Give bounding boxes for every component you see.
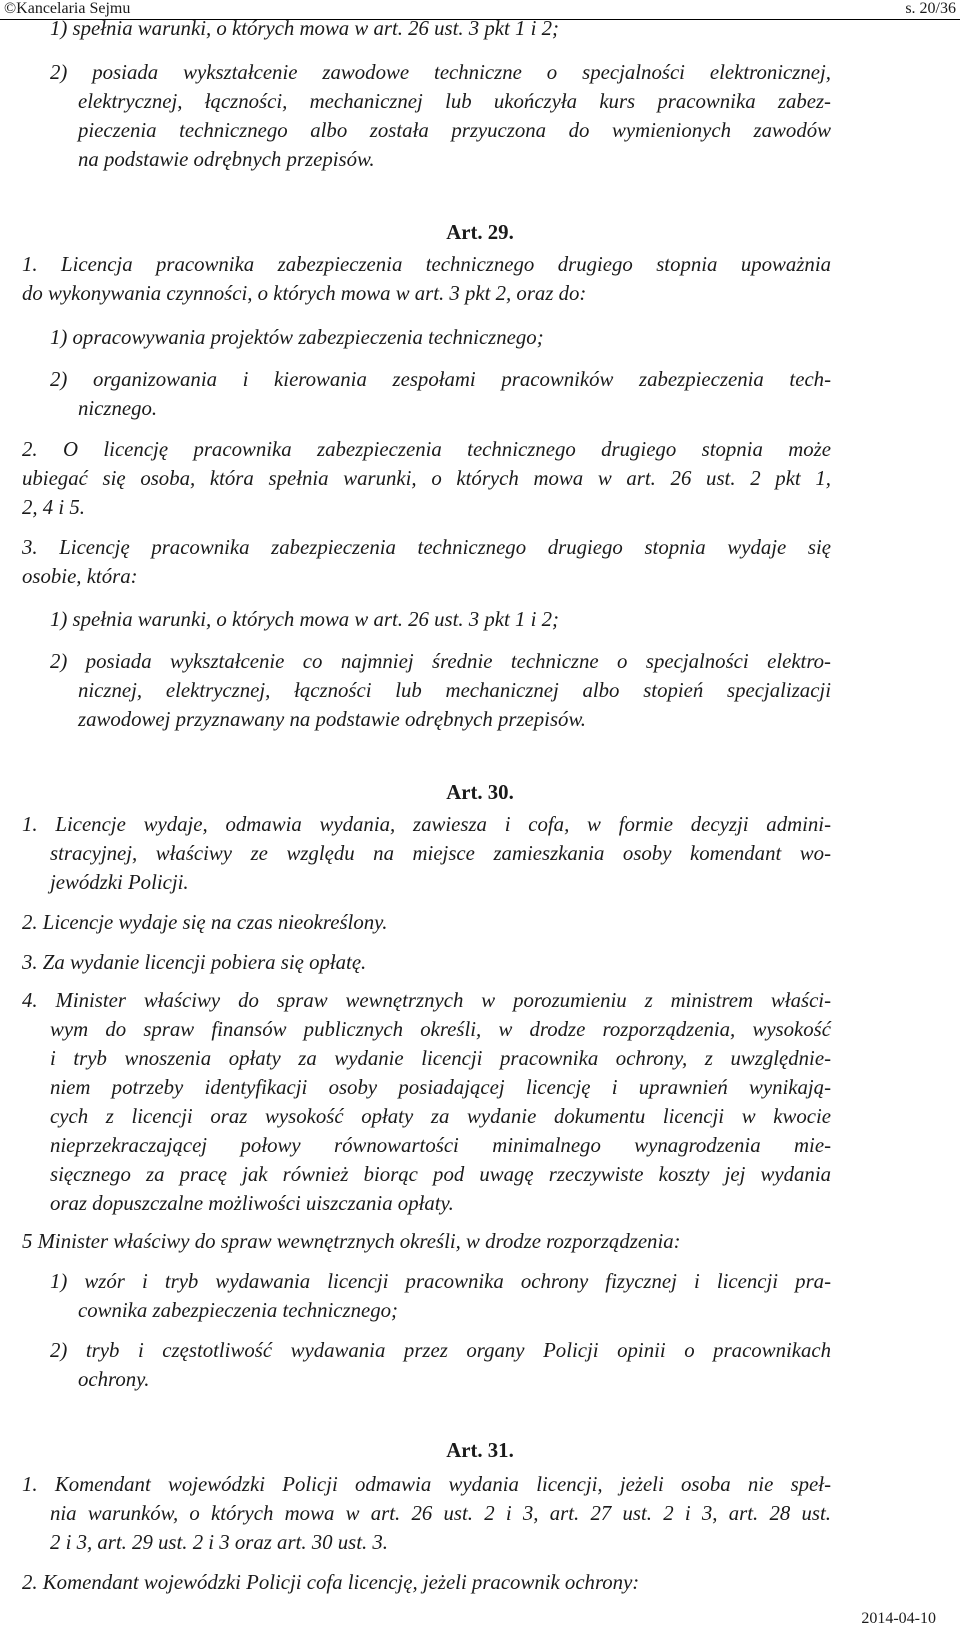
text-line: na podstawie odrębnych przepisów. <box>78 148 375 171</box>
text-line: 1. Komendant wojewódzki Policji odmawia wydania licencji, jeżeli osoba nie speł- <box>22 1473 831 1496</box>
text-line: 5 Minister właściwy do spraw wewnętrznych określi, w drodze rozporządzenia: <box>22 1230 681 1253</box>
article-heading: Art. 30. <box>446 781 514 804</box>
text-line: 2. Licencje wydaje się na czas nieokreślony. <box>22 911 388 934</box>
text-line: 1) wzór i tryb wydawania licencji pracownika ochrony fizycznej i licencji pra- <box>50 1270 831 1293</box>
text-line: oraz dopuszczalne możliwości uiszczania opłaty. <box>50 1192 454 1215</box>
text-line: 2. Komendant wojewódzki Policji cofa licencję, jeżeli pracownik ochrony: <box>22 1571 640 1594</box>
text-line: wym do spraw finansów publicznych określi, w drodze rozporządzenia, wysokość <box>50 1018 831 1041</box>
article-heading: Art. 31. <box>446 1439 514 1462</box>
text-line: sięcznego za pracę jak również biorąc pod uwagę rzeczywiste koszty jej wydania <box>50 1163 831 1186</box>
text-line: elektrycznej, łączności, mechanicznej lub ukończyła kurs pracownika zabez- <box>78 90 831 113</box>
text-line: 2) tryb i częstotliwość wydawania przez organy Policji opinii o pracownikach <box>50 1339 831 1362</box>
text-line: 2) posiada wykształcenie zawodowe techniczne o specjalności elektronicznej, <box>50 61 831 84</box>
text-line: 3. Licencję pracownika zabezpieczenia technicznego drugiego stopnia wydaje się <box>22 536 831 559</box>
text-line: 1) spełnia warunki, o których mowa w art. 26 ust. 3 pkt 1 i 2; <box>50 17 559 40</box>
text-line: cych z licencji oraz wysokość opłaty za wydanie dokumentu licencji w kwocie <box>50 1105 831 1128</box>
text-line: ochrony. <box>78 1368 150 1391</box>
text-line: nicznej, elektrycznej, łączności lub mechanicznej albo stopień specjalizacji <box>78 679 831 702</box>
text-line: do wykonywania czynności, o których mowa w art. 3 pkt 2, oraz do: <box>22 282 587 305</box>
text-line: 3. Za wydanie licencji pobiera się opłatę. <box>22 951 367 974</box>
footer-date: 2014-04-10 <box>861 1610 936 1627</box>
text-line: cownika zabezpieczenia technicznego; <box>78 1299 398 1322</box>
text-line: 1) opracowywania projektów zabezpieczenia technicznego; <box>50 326 544 349</box>
text-line: stracyjnej, właściwy ze względu na miejsce zamieszkania osoby komendant wo- <box>50 842 831 865</box>
text-line: 1. Licencje wydaje, odmawia wydania, zawiesza i cofa, w formie decyzji admini- <box>22 813 831 836</box>
text-line: 2. O licencję pracownika zabezpieczenia technicznego drugiego stopnia może <box>22 438 831 461</box>
text-line: 2) organizowania i kierowania zespołami pracowników zabezpieczenia tech- <box>50 368 831 391</box>
text-line: 1) spełnia warunki, o których mowa w art. 26 ust. 3 pkt 1 i 2; <box>50 608 559 631</box>
text-line: zawodowej przyznawany na podstawie odrębnych przepisów. <box>78 708 586 731</box>
text-line: nieprzekraczającej połowy równowartości minimalnego wynagrodzenia mie- <box>50 1134 831 1157</box>
text-line: ubiegać się osoba, która spełnia warunki, o których mowa w art. 26 ust. 2 pkt 1, <box>22 467 831 490</box>
text-line: nicznego. <box>78 397 158 420</box>
text-line: 1. Licencja pracownika zabezpieczenia technicznego drugiego stopnia upoważnia <box>22 253 831 276</box>
text-line: niem potrzeby identyfikacji osoby posiadającej licencję i uprawnień wynikają- <box>50 1076 831 1099</box>
article-heading: Art. 29. <box>446 221 514 244</box>
text-line: osobie, która: <box>22 565 138 588</box>
header-page-number: s. 20/36 <box>905 0 956 17</box>
text-line: pieczenia technicznego albo została przyuczona do wymienionych zawodów <box>78 119 831 142</box>
text-line: nia warunków, o których mowa w art. 26 ust. 2 i 3, art. 27 ust. 2 i 3, art. 28 ust. <box>50 1502 831 1525</box>
header-source: ©Kancelaria Sejmu <box>4 0 131 17</box>
text-line: 2, 4 i 5. <box>22 496 85 519</box>
text-line: jewódzki Policji. <box>50 871 189 894</box>
text-line: 2 i 3, art. 29 ust. 2 i 3 oraz art. 30 ust. 3. <box>50 1531 388 1554</box>
text-line: 4. Minister właściwy do spraw wewnętrznych w porozumieniu z ministrem właści- <box>22 989 831 1012</box>
text-line: i tryb wnoszenia opłaty za wydanie licencji pracownika ochrony, z uwzględnie- <box>50 1047 831 1070</box>
text-line: 2) posiada wykształcenie co najmniej średnie techniczne o specjalności elektro- <box>50 650 831 673</box>
